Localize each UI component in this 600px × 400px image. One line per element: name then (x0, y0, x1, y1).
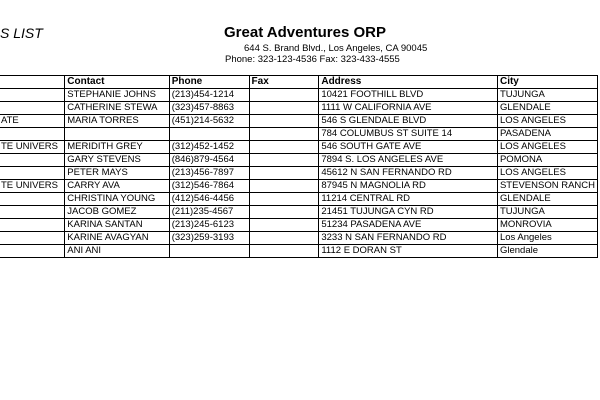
table-body (0, 89, 598, 258)
address-cell: 11214 CENTRAL RD (319, 193, 498, 206)
phone-cell: (451)214-5632 (169, 115, 249, 128)
table-row (0, 154, 598, 167)
city-cell: Glendale (497, 245, 597, 258)
contact-cell: JACOB GOMEZ (65, 206, 169, 219)
table-row (0, 219, 598, 232)
city-cell: POMONA (497, 154, 597, 167)
contacts-table (0, 75, 598, 258)
phone-cell (169, 128, 249, 141)
table-row (0, 245, 598, 258)
fax-cell (249, 102, 319, 115)
contact-cell: STEPHANIE JOHNS (65, 89, 169, 102)
address-cell: 546 S GLENDALE BLVD (319, 115, 498, 128)
phone-cell (169, 245, 249, 258)
organization-cell (0, 193, 65, 206)
organization-cell (0, 102, 65, 115)
phone-cell: (312)452-1452 (169, 141, 249, 154)
organization-cell: TE UNIVERS (0, 180, 65, 193)
fax-cell (249, 154, 319, 167)
phone-cell: (312)546-7864 (169, 180, 249, 193)
fax-cell (249, 141, 319, 154)
company-phone-fax: Phone: 323-123-4536 Fax: 323-433-4555 (225, 54, 400, 65)
table-row (0, 167, 598, 180)
phone-cell: (323)259-3193 (169, 232, 249, 245)
fax-cell (249, 128, 319, 141)
table-row (0, 180, 598, 193)
table-row (0, 89, 598, 102)
address-cell: 87945 N MAGNOLIA RD (319, 180, 498, 193)
address-cell: 7894 S. LOS ANGELES AVE (319, 154, 498, 167)
city-cell: PASADENA (497, 128, 597, 141)
table-row (0, 115, 598, 128)
address-cell: 21451 TUJUNGA CYN RD (319, 206, 498, 219)
contact-cell: GARY STEVENS (65, 154, 169, 167)
header-contact: Contact (65, 76, 169, 89)
address-cell: 3233 N SAN FERNANDO RD (319, 232, 498, 245)
header-organization (0, 76, 65, 89)
city-cell: GLENDALE (497, 102, 597, 115)
phone-cell: (323)457-8863 (169, 102, 249, 115)
contact-cell: KARINE AVAGYAN (65, 232, 169, 245)
contact-cell: PETER MAYS (65, 167, 169, 180)
header-address: Address (319, 76, 498, 89)
organization-cell (0, 206, 65, 219)
table-header-row (0, 76, 598, 89)
organization-cell: TE UNIVERS (0, 141, 65, 154)
fax-cell (249, 232, 319, 245)
city-cell: GLENDALE (497, 193, 597, 206)
contact-cell: KARINA SANTAN (65, 219, 169, 232)
company-address: 644 S. Brand Blvd., Los Angeles, CA 90045 (244, 43, 428, 54)
city-cell: LOS ANGELES (497, 167, 597, 180)
organization-cell (0, 128, 65, 141)
organization-cell (0, 245, 65, 258)
city-cell: MONROVIA (497, 219, 597, 232)
table-row (0, 141, 598, 154)
fax-cell (249, 167, 319, 180)
organization-cell (0, 167, 65, 180)
fax-cell (249, 219, 319, 232)
organization-cell (0, 154, 65, 167)
table-row (0, 102, 598, 115)
city-cell: STEVENSON RANCH (497, 180, 597, 193)
fax-cell (249, 193, 319, 206)
fax-cell (249, 206, 319, 219)
phone-cell: (211)235-4567 (169, 206, 249, 219)
organization-cell: ATE (0, 115, 65, 128)
city-cell: Los Angeles (497, 232, 597, 245)
address-cell: 51234 PASADENA AVE (319, 219, 498, 232)
contact-cell: MERIDITH GREY (65, 141, 169, 154)
city-cell: LOS ANGELES (497, 115, 597, 128)
fax-cell (249, 245, 319, 258)
header-phone: Phone (169, 76, 249, 89)
phone-cell: (412)546-4456 (169, 193, 249, 206)
contact-cell: CATHERINE STEWA (65, 102, 169, 115)
address-cell: 784 COLUMBUS ST SUITE 14 (319, 128, 498, 141)
organization-cell (0, 89, 65, 102)
city-cell: TUJUNGA (497, 206, 597, 219)
contact-cell: CARRY AVA (65, 180, 169, 193)
company-name: Great Adventures ORP (224, 24, 386, 41)
fax-cell (249, 89, 319, 102)
contact-cell (65, 128, 169, 141)
organization-cell (0, 232, 65, 245)
fax-cell (249, 180, 319, 193)
header-fax: Fax (249, 76, 319, 89)
header-city: City (497, 76, 597, 89)
address-cell: 1112 E DORAN ST (319, 245, 498, 258)
fax-cell (249, 115, 319, 128)
table-row (0, 193, 598, 206)
city-cell: LOS ANGELES (497, 141, 597, 154)
address-cell: 45612 N SAN FERNANDO RD (319, 167, 498, 180)
address-cell: 10421 FOOTHILL BLVD (319, 89, 498, 102)
phone-cell: (213)245-6123 (169, 219, 249, 232)
city-cell: TUJUNGA (497, 89, 597, 102)
table-row (0, 206, 598, 219)
organization-cell (0, 219, 65, 232)
address-cell: 1111 W CALIFORNIA AVE (319, 102, 498, 115)
table-row (0, 232, 598, 245)
phone-cell: (213)454-1214 (169, 89, 249, 102)
table-row (0, 128, 598, 141)
phone-cell: (846)879-4564 (169, 154, 249, 167)
contact-cell: MARIA TORRES (65, 115, 169, 128)
contact-cell: ANI ANI (65, 245, 169, 258)
address-cell: 546 SOUTH GATE AVE (319, 141, 498, 154)
phone-cell: (213)456-7897 (169, 167, 249, 180)
list-title: S LIST (0, 25, 43, 41)
contact-cell: CHRISTINA YOUNG (65, 193, 169, 206)
